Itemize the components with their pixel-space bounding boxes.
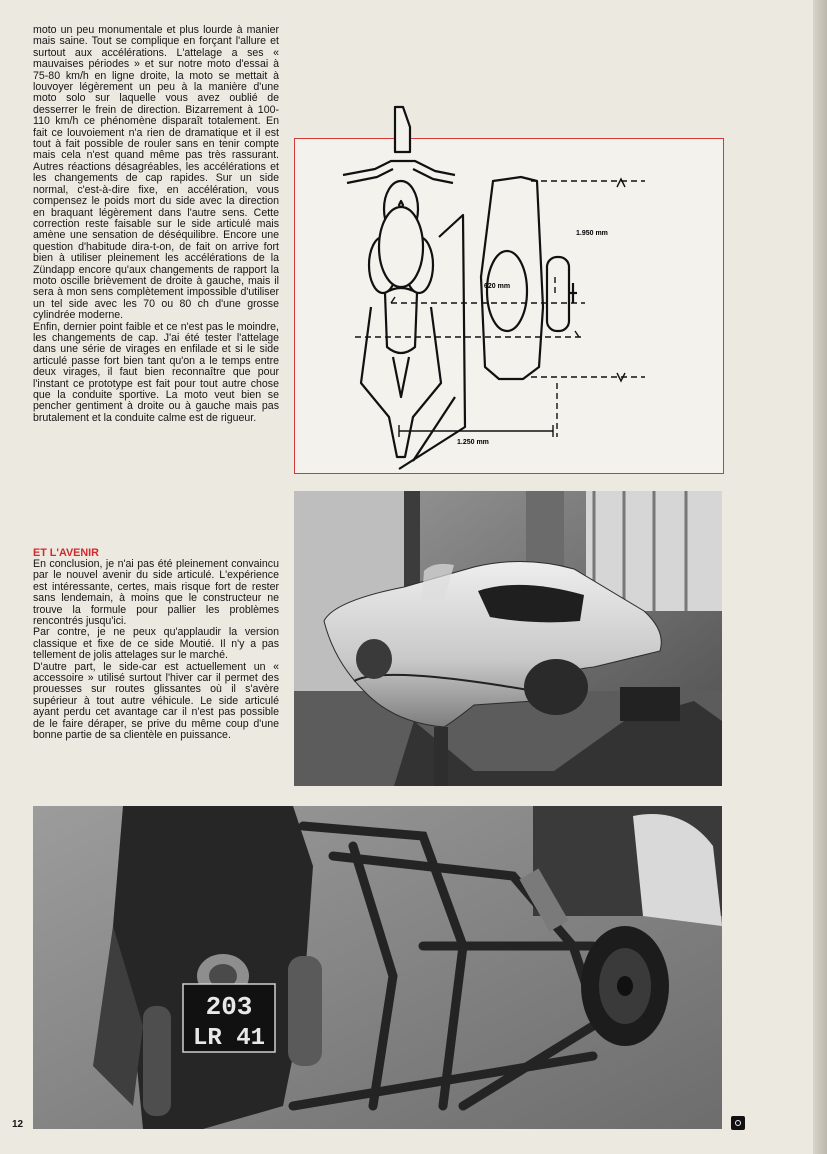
end-of-article-mark-icon (731, 1116, 745, 1130)
sidecar-chassis-photo (33, 806, 722, 1129)
section-heading: ET L'AVENIR (33, 547, 99, 559)
dimension-diagram (294, 138, 724, 474)
article-column-2 (33, 547, 279, 742)
sidecar-chassis-photo-drawing (33, 806, 722, 1129)
article-column-1 (33, 25, 279, 424)
sidecar-body-photo-drawing (294, 491, 722, 786)
article-paragraph: D'autre part, le side-car est actuellement un « accessoire » utilisé surtout l'hiver car il permet des prouesses sur routes glissantes où il s'avère supérieur à tout autre véhicule. Le side articulé ayant perdu cet avantage car il n'est pas possible de le faire déraper, se prive du même coup d'une bonne partie de sa clientèle en puissance. (33, 660, 279, 742)
article-paragraph: En conclusion, je n'ai pas été pleinement convaincu par le nouvel avenir du side articulé. L'expérience est intéressante, certes, mais risque fort de rester sans lendemain, à moins que le constructeur ne trouve la formule pour pallier les problèmes rencontrés jusqu'ici. (33, 558, 279, 628)
sidecar-top-view-drawing (295, 97, 723, 473)
dimension-label-length: 1.950 mm (576, 230, 608, 237)
dimension-label-track: 1.250 mm (457, 439, 489, 446)
article-paragraph: Par contre, je ne peux qu'applaudir la version classique et fixe de ce side Moutié. Il n'y a pas tellement de jolis attelages sur le marché. (33, 626, 279, 662)
sidecar-body-photo (294, 491, 722, 786)
article-paragraph: moto un peu monumentale et plus lourde à manier mais saine. Tout se complique en forçant l'allure et surtout aux accélérations. L'attelage a ses « mauvaises périodes » et sur notre moto d'essai à 75-80 km/h en ligne droite, la moto se mettait à louvoyer légèrement un peu à la manière d'une moto solo sur laquelle vous avez oublié de desserrer le frein de direction. Bizarrement à 100-110 km/h ce phénomène disparaît totalement. En fait ce louvoiement n'a rien de dramatique et il est tout à fait possible de rouler sans en tenir compte mais cela n'est quand même pas très rassurant. Autres réactions désagréables, les accélérations et les changements de cap rapides. Sur un side normal, c'est-à-dire fixe, en accélération, vous compensez le poids mort du side avec la direction en braquant légèrement dans l'autre sens. Cette correction reste faisable sur le side articulé mais amène une sensation de déséquilibre. Encore une question d'habitude dira-t-on, de fait on arrive fort bien à utiliser pleinement les accélérations de la Zündapp encore qu'aux changements de rapport la moto oscille brièvement de droite à gauche, mais il sera à mon sens complètement impossible d'utiliser un tel side avec les 70 ou 80 ch d'une grosse cylindrée moderne. (33, 24, 279, 322)
license-plate-line-1: 203 (205, 992, 253, 1022)
page-number: 12 (12, 1119, 24, 1130)
license-plate-line-2: LR 41 (192, 1025, 266, 1052)
page-edge (813, 0, 827, 1154)
dimension-label-width: 620 mm (484, 283, 511, 290)
article-paragraph: Enfin, dernier point faible et ce n'est pas le moindre, les changements de cap. J'ai été tester l'attelage dans une série de virages en enfilade et si le side articulé passe fort bien tant qu'on a le temps entre deux virages, il faut bien reconnaître que pour l'instant ce prototype est fait pour tout autre chose que la conduite sportive. La moto veut bien se pencher gentiment à droite ou à gauche mais pas brutalement et la conduite calme est de rigueur. (33, 320, 279, 424)
